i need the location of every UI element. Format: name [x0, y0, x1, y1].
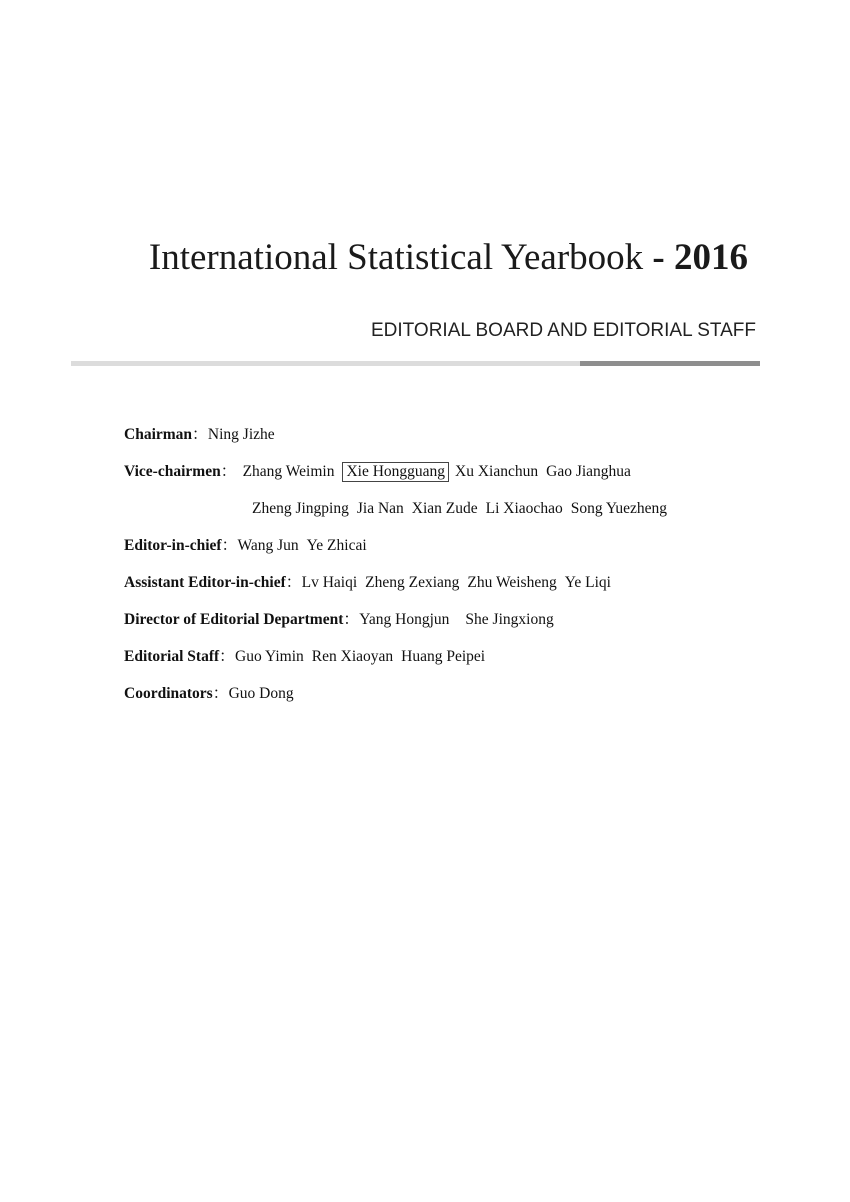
vice-chairman-name: Zheng Jingping: [252, 500, 349, 517]
editor-in-chief-name: Ye Zhicai: [306, 537, 367, 554]
coordinator-name: Guo Dong: [228, 685, 294, 702]
editor-in-chief-sep: ：: [221, 537, 238, 554]
assistant-editor-in-chief-sep: ：: [285, 574, 302, 591]
divider-light: [71, 361, 580, 366]
coordinators-sep: ：: [212, 685, 229, 702]
section-subtitle: EDITORIAL BOARD AND EDITORIAL STAFF: [370, 320, 756, 341]
vice-chairman-name: Song Yuezheng: [570, 500, 667, 517]
editor-in-chief-name: Wang Jun: [237, 537, 299, 554]
title-year: 2016: [674, 237, 748, 278]
assistant-editor-in-chief-label: Assistant Editor-in-chief: [124, 574, 286, 591]
director-editorial-department-row: [124, 610, 562, 630]
chairman-name: Ning Jizhe: [207, 426, 275, 443]
coordinators-label: Coordinators: [124, 685, 213, 702]
page-title: [149, 236, 748, 280]
vice-chairman-name: Xu Xianchun: [455, 463, 539, 480]
vice-chairman-name-highlighted: Xie Hongguang: [342, 462, 449, 482]
assistant-editor-in-chief-row: [124, 573, 619, 593]
chairman-label: Chairman: [124, 426, 193, 443]
assistant-editor-name: Lv Haiqi: [301, 574, 358, 591]
vice-chairman-name: Zhang Weimin: [242, 463, 335, 480]
chairman-row: [124, 425, 283, 445]
editorial-staff-label: Editorial Staff: [124, 648, 220, 665]
director-editorial-department-sep: ：: [343, 611, 359, 628]
editorial-staff-sep: ：: [219, 648, 235, 665]
title-dash: -: [643, 237, 674, 278]
vice-chairmen-row-continued: [252, 499, 675, 519]
vice-chairman-name: Xian Zude: [411, 500, 478, 517]
editorial-staff-name: Huang Peipei: [401, 648, 486, 665]
vice-chairmen-row: [124, 462, 639, 482]
vice-chairmen-sep: ：: [220, 463, 237, 480]
editor-in-chief-row: [124, 536, 375, 556]
assistant-editor-name: Ye Liqi: [564, 574, 611, 591]
editorial-staff-name: Ren Xiaoyan: [311, 648, 394, 665]
coordinators-row: [124, 684, 302, 704]
editor-in-chief-label: Editor-in-chief: [124, 537, 222, 554]
vice-chairman-name: Gao Jianghua: [546, 463, 631, 480]
vice-chairman-name: Li Xiaochao: [485, 500, 563, 517]
vice-chairmen-label: Vice-chairmen: [124, 463, 221, 480]
director-name: Yang Hongjun: [359, 611, 450, 628]
assistant-editor-name: Zhu Weisheng: [467, 574, 557, 591]
vice-chairman-name: Jia Nan: [356, 500, 404, 517]
editorial-staff-name: Guo Yimin: [235, 648, 304, 665]
chairman-sep: ：: [192, 426, 208, 443]
director-editorial-department-label: Director of Editorial Department: [124, 611, 344, 628]
editorial-staff-row: [124, 647, 493, 667]
divider-dark: [580, 361, 760, 366]
director-name: She Jingxiong: [465, 611, 554, 628]
assistant-editor-name: Zheng Zexiang: [365, 574, 460, 591]
title-main: International Statistical Yearbook: [148, 237, 644, 278]
